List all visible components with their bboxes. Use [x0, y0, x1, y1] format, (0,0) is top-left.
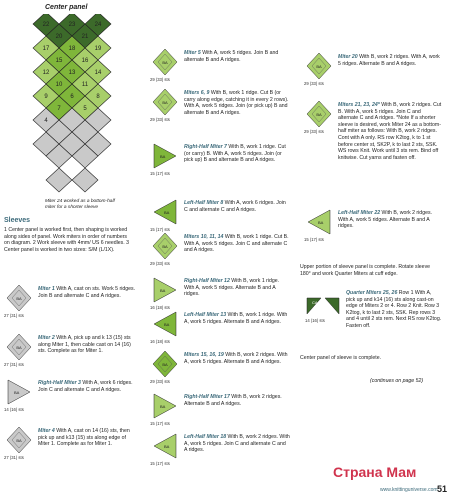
miter-heading: Right-Half Miter 12	[184, 278, 230, 284]
miter-body: With B, work 2 ridges. With A, work 5 ridges. Alternate B and A ridges.	[338, 54, 440, 67]
svg-text:BA: BA	[162, 60, 168, 65]
center-panel-number: 21	[81, 34, 89, 40]
stitch-count-label: 16 (18) sts	[150, 339, 170, 344]
miter-heading: Miter 1	[38, 286, 55, 292]
watermark: Страна Мам	[333, 464, 417, 480]
miter-diagram	[306, 52, 332, 80]
miter-body: With B, work 2 ridges. Cut B. With A, work 5 ridges. Join C and alternate C and A ridges. *Note If a shorter sleeve is desired, work Miter 24 as a bottom-half miter as follows: With B, work 2 ridges. Cont with A only. RS row K2tog, k to 1 st before center st, SK2P, k to last 2 sts, SSK. WS rows Knit. Work until 3 sts rem. Bind off knitwise. Cut yarns and fasten off.	[338, 102, 442, 161]
stitch-count-label: 29 (33) sts	[304, 81, 324, 86]
miter-diagram	[6, 284, 32, 312]
miter-instructions	[38, 380, 138, 393]
svg-text:BA: BA	[162, 244, 168, 249]
miter-instructions	[184, 90, 290, 116]
svg-text:BA: BA	[160, 288, 166, 293]
miter-heading: Miters 21, 23, 24*	[338, 102, 380, 108]
miter-diagram	[6, 333, 32, 361]
center-panel-number: 12	[42, 70, 50, 76]
miter-diagram	[152, 198, 178, 226]
miter-heading: Miters 6, 9	[184, 90, 210, 96]
miter-heading: Miters 10, 11, 14	[184, 234, 224, 240]
miter-body: With A, work 6 ridges. Join C and alternate C and A ridges.	[184, 200, 286, 213]
miter-diagram	[6, 378, 32, 406]
miter-body: With B, work 2 ridges. With A, work 5 ridges. Join C and alternate C and A ridges.	[184, 434, 290, 454]
miter-body: With B, work 2 ridges. Alternate B and A ridges.	[184, 394, 282, 407]
miter-heading: Left-Half Miter 13	[184, 312, 227, 318]
stitch-count-label: 29 (33) sts	[150, 117, 170, 122]
quarter-miter-text	[346, 290, 442, 330]
center-panel-cell	[46, 168, 72, 192]
svg-text:BA: BA	[16, 345, 22, 350]
center-panel-number: 10	[55, 82, 63, 88]
center-panel-number: 17	[42, 46, 50, 52]
miter-diagram	[152, 350, 178, 378]
center-panel-number: 15	[55, 58, 63, 64]
center-panel-number: 23	[68, 22, 76, 28]
miter-heading: Left-Half Miter 22	[338, 210, 381, 216]
miter-diagram	[152, 276, 178, 304]
complete-text: Center panel of sleeve is complete.	[300, 355, 382, 361]
svg-text:BA: BA	[164, 444, 170, 449]
svg-text:BA: BA	[316, 64, 322, 69]
stitch-count-label: 15 (17) sts	[150, 461, 170, 466]
stitch-count-label: 16 (18) sts	[150, 305, 170, 310]
miter-body: With B, work 1 ridge. Cut (or carry) B. With A, work 5 ridges. Join (or pick up) B and alternate B and A ridges.	[184, 144, 286, 164]
miter-heading: Right-Half Miter 3	[38, 380, 81, 386]
miter-diagram	[152, 142, 178, 170]
stitch-count-label: 15 (17) sts	[304, 237, 324, 242]
stitch-count-label: 27 (31) sts	[4, 455, 24, 460]
stitch-count-label: 27 (31) sts	[4, 313, 24, 318]
miter-body: With A, pick up and k 13 (15) sts along Miter 1, then cable cast on 14 (16) sts. Complete as for Miter 1.	[38, 335, 131, 355]
miter-heading: Left-Half Miter 8	[184, 200, 224, 206]
miter-body: With A, work 5 ridges. Join B and alternate B and A ridges.	[184, 50, 279, 63]
center-panel-number: 8	[96, 94, 100, 100]
quarter-miter-label: 14 (16) sts	[305, 318, 325, 323]
miter-instructions	[184, 200, 290, 213]
miter-body: With B, work 1 ridge. With A, work 5 ridges. Alternate B and A ridges.	[184, 312, 288, 325]
stitch-count-label: 29 (33) sts	[150, 379, 170, 384]
miter-instructions	[184, 434, 290, 454]
center-panel-number: 9	[44, 94, 48, 100]
center-panel-number: 7	[57, 106, 61, 112]
sleeves-intro: 1 Center panel is worked first, then shaping is worked along sides of panel. Work miters in order of numbers on diagram. 2 Work sleeve with 4mm/ US 6 needles. 3 Center panel is worked in two sizes: S/M (L/1X).	[4, 227, 130, 253]
miter-body: With A, cast on sts. Work 5 ridges. Join B and alternate C and A ridges.	[38, 286, 136, 299]
stitch-count-label: 14 (16) sts	[4, 407, 24, 412]
svg-text:BA: BA	[164, 210, 170, 215]
miter-instructions	[184, 312, 290, 325]
center-panel-number: 19	[94, 46, 102, 52]
svg-text:BA: BA	[160, 154, 166, 159]
miter-body: With B, work 1 ridge. With A, work 5 ridges. Alternate B and A ridges.	[184, 278, 280, 298]
miter-heading: Miter 5	[184, 50, 201, 56]
center-panel-number: 6	[70, 94, 74, 100]
miter-instructions	[338, 102, 442, 161]
svg-text:BA: BA	[318, 220, 324, 225]
svg-text:BA: BA	[164, 322, 170, 327]
svg-text:BA: BA	[162, 100, 168, 105]
svg-text:BA: BA	[162, 362, 168, 367]
miter-instructions	[38, 428, 138, 448]
miter-instructions	[184, 278, 290, 298]
miter-diagram	[152, 392, 178, 420]
upper-portion-text: Upper portion of sleeve panel is complete. Rotate sleeve 180° and work Quarter Miters at cuff edge.	[300, 264, 431, 277]
miter-diagram	[306, 208, 332, 236]
center-panel-number: 22	[42, 22, 50, 28]
miter-instructions	[338, 54, 442, 67]
quarter-miter-head: Quarter Miters 25, 26	[346, 290, 398, 296]
miter-diagram	[152, 88, 178, 116]
miter-instructions	[38, 335, 138, 355]
continued-text: (continues on page 52)	[370, 378, 424, 384]
miter-body: With B, work 2 ridges. With A, work 5 ridges. Alternate B and A ridges.	[338, 210, 432, 230]
miter-body: With B, work 2 ridges. With A, work 5 ridges. Alternate B and A ridges.	[184, 352, 288, 365]
miter-instructions	[184, 144, 290, 164]
center-panel-number: 13	[68, 70, 76, 76]
miter-heading: Miter 4	[38, 428, 55, 434]
miter-instructions	[38, 286, 138, 299]
miter-heading: Miter 2	[38, 335, 55, 341]
stitch-count-label: 15 (17) sts	[150, 227, 170, 232]
svg-text:BA: BA	[160, 404, 166, 409]
miter-instructions	[338, 210, 442, 230]
svg-text:BA: BA	[14, 390, 20, 395]
miter-body: With A, cast on 14 (16) sts, then pick up and k13 (15) sts along edge of Miter 1. Complete as for Miter 1.	[38, 428, 130, 448]
sleeves-title: Sleeves	[4, 217, 31, 224]
stitch-count-label: 15 (17) sts	[150, 171, 170, 176]
miter-heading: Left-Half Miter 18	[184, 434, 227, 440]
center-panel-cell	[72, 168, 98, 192]
center-panel-number: 4	[44, 118, 48, 124]
page-number: 51	[437, 484, 448, 494]
miter-body: With A, work 6 ridges. Join C and alternate C and A ridges.	[38, 380, 133, 393]
center-panel-number: 11	[81, 82, 89, 88]
stitch-count-label: 29 (33) sts	[304, 129, 324, 134]
center-panel-number: 24	[94, 22, 102, 28]
stitch-count-label: 27 (31) sts	[4, 362, 24, 367]
miter-diagram	[152, 310, 178, 338]
miter-diagram	[6, 426, 32, 454]
center-panel-number: 16	[81, 58, 89, 64]
miter-instructions	[184, 50, 290, 63]
stitch-count-label: 29 (33) sts	[150, 77, 170, 82]
svg-text:BA: BA	[16, 438, 22, 443]
stitch-count-label: 29 (33) sts	[150, 261, 170, 266]
svg-text:BA: BA	[316, 112, 322, 117]
center-panel-title: Center panel	[45, 4, 88, 11]
miter-body: With B, work 1 ridge. Cut B. With A, work 5 ridges. Join C and alternate C and A ridges.	[184, 234, 289, 254]
svg-text:CA: CA	[312, 300, 318, 305]
miter-diagram	[306, 100, 332, 128]
miter24-note: Miter 24 worked as a bottom-half miter for a shorter sleeve	[45, 199, 115, 210]
miter-heading: Miter 20	[338, 54, 358, 60]
footer-site: www.knittinguniverse.com	[380, 487, 438, 493]
svg-text:BA: BA	[16, 296, 22, 301]
miter-instructions	[184, 352, 290, 365]
miter-heading: Right-Half Miter 17	[184, 394, 230, 400]
miter-body: With B, work 1 ridge. Cut B (or carry along edge, catching it in every 2 rows). With A, work 5 ridges. Join (or pick up) B and alternate B and A ridges.	[184, 90, 289, 116]
center-panel-number: 5	[83, 106, 87, 112]
miter-instructions	[184, 234, 290, 254]
center-panel-diagram	[20, 14, 124, 199]
miter-diagram	[152, 232, 178, 260]
center-panel-number: 20	[55, 34, 63, 40]
miter-instructions	[184, 394, 290, 407]
miter-diagram	[152, 48, 178, 76]
center-panel-number: 18	[68, 46, 76, 52]
center-panel-number: 14	[94, 70, 102, 76]
stitch-count-label: 15 (17) sts	[150, 421, 170, 426]
quarter-miter-body: Row 1 With A, pick up and k14 (16) sts along cast-on edge of Miters 2 or 4. Row 2 Knit. Row 3 K2tog, k to last 2 sts, SSK. Rep rows 3 and 4 until 2 sts rem. Next RS row K2tog. Fasten off.	[346, 290, 442, 329]
miter-diagram	[152, 432, 178, 460]
miter-heading: Miters 15, 16, 19	[184, 352, 224, 358]
miter-heading: Right-Half Miter 7	[184, 144, 227, 150]
